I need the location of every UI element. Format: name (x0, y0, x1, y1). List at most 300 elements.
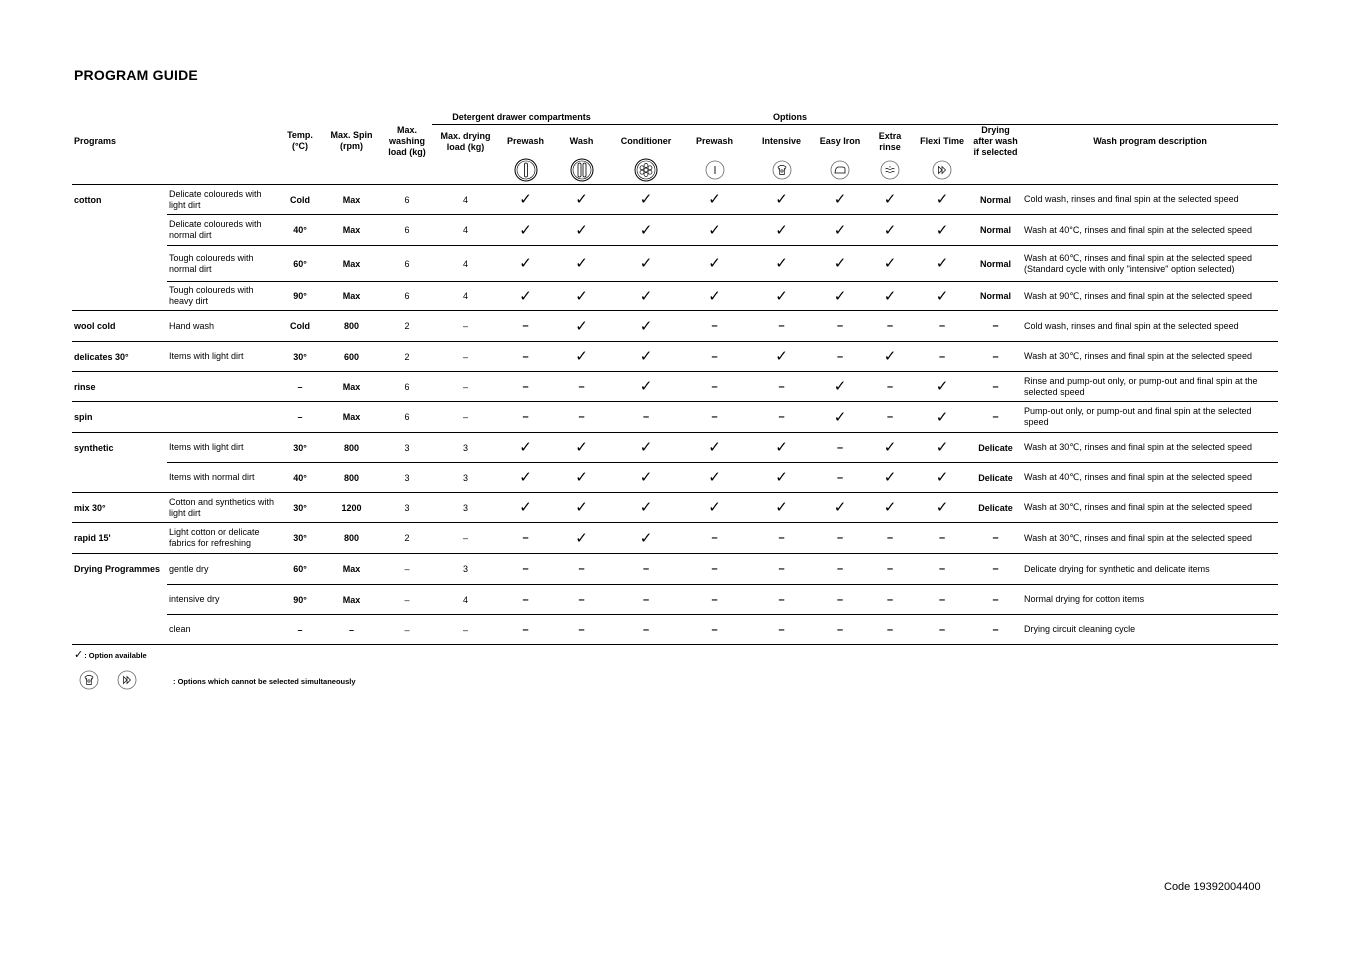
spin-header: Max. Spin (rpm) (330, 130, 373, 152)
intensive-cell (748, 311, 815, 342)
dash-mark: – (992, 623, 999, 636)
opt-prewash-cell (681, 372, 748, 402)
prewash-cell (499, 523, 552, 554)
dash-mark: – (778, 563, 785, 575)
temp-cell: Cold (279, 185, 321, 215)
prewash-cell (499, 185, 552, 215)
dash-mark: – (711, 411, 718, 423)
column-header-row (72, 125, 1278, 159)
table-row (72, 185, 1278, 215)
dash-mark: – (711, 623, 718, 636)
check-mark-icon: ✓ (639, 191, 653, 208)
dry-load-cell: – (432, 372, 499, 402)
table-row (72, 554, 1278, 585)
drying-after-cell (969, 282, 1022, 311)
dash-mark: – (578, 563, 585, 575)
easy-iron-cell (815, 311, 865, 342)
prewash-cell (499, 246, 552, 282)
spin-cell: Max (321, 246, 382, 282)
check-mark-icon: ✓ (935, 191, 949, 208)
wash-load-cell: – (382, 585, 432, 615)
dash-mark: – (886, 593, 894, 606)
extra-rinse-cell (865, 372, 915, 402)
conditioner-cell (611, 185, 681, 215)
conditioner-cell (611, 463, 681, 493)
program-subtype (167, 402, 279, 433)
prewash-option-icon (681, 158, 748, 185)
check-mark-icon: ✓ (883, 439, 897, 456)
wash-load-cell: 3 (382, 433, 432, 463)
conditioner-cell (611, 342, 681, 372)
wash-load-cell: – (382, 554, 432, 585)
dash-mark: – (992, 380, 999, 393)
table-row (72, 402, 1278, 433)
drying-after-cell (969, 402, 1022, 433)
dash-mark: – (992, 320, 999, 332)
drying-after-cell (969, 246, 1022, 282)
check-mark-icon: ✓ (833, 221, 847, 239)
program-description: Cold wash, rinses and final spin at the selected speed (1022, 185, 1278, 215)
dash-mark: – (836, 532, 844, 544)
flexi-time-cell (915, 372, 969, 402)
program-subtype: clean (167, 615, 279, 645)
drying-mode: Delicate (978, 502, 1013, 513)
dash-mark: – (778, 320, 785, 332)
program-description: Drying circuit cleaning cycle (1022, 615, 1278, 645)
spin-cell: Max (321, 282, 382, 311)
wash-cell (552, 523, 611, 554)
opt-prewash-header: Prewash (696, 136, 734, 146)
icon-row (72, 158, 1278, 185)
dash-mark: – (711, 350, 718, 363)
program-subtype: Tough coloureds with heavy dirt (167, 282, 279, 311)
temp-cell: – (279, 372, 321, 402)
opt-prewash-cell (681, 554, 748, 585)
table-row (72, 615, 1278, 645)
intensive-cell (748, 185, 815, 215)
drying-mode: Normal (980, 258, 1012, 269)
detergent-group-header: Detergent drawer compartments (432, 110, 611, 125)
check-mark-icon: ✓ (775, 439, 788, 456)
drying-after-cell (969, 433, 1022, 463)
spin-cell: Max (321, 402, 382, 433)
extra-rinse-cell (865, 585, 915, 615)
conditioner-cell (611, 282, 681, 311)
intensive-option-icon (748, 158, 815, 185)
easy-iron-cell (815, 185, 865, 215)
spin-cell: Max (321, 585, 382, 615)
flexi-time-cell (915, 311, 969, 342)
table-row (72, 433, 1278, 463)
easy-iron-cell (815, 463, 865, 493)
group-header-row (72, 110, 1278, 125)
wash-cell (552, 185, 611, 215)
table-row (72, 372, 1278, 402)
prewash-cell (499, 433, 552, 463)
program-subtype: Items with light dirt (167, 433, 279, 463)
wash-load-cell: 6 (382, 215, 432, 246)
wash-cell (552, 311, 611, 342)
easy-iron-cell (815, 615, 865, 645)
program-description: Wash at 40℃, rinses and final spin at the selected speed (1022, 463, 1278, 493)
dash-mark: – (522, 320, 529, 332)
check-mark-icon: ✓ (639, 317, 653, 335)
dash-mark: – (992, 532, 999, 544)
flexi-time-option-icon (117, 670, 137, 692)
intensive-cell (748, 342, 815, 372)
extra-rinse-cell (865, 554, 915, 585)
dash-mark: – (992, 563, 999, 575)
dash-mark: – (578, 411, 585, 423)
program-description: Wash at 90℃, rinses and final spin at the selected speed (1022, 282, 1278, 311)
dash-mark: – (886, 320, 894, 332)
program-subtype: Items with normal dirt (167, 463, 279, 493)
intensive-cell (748, 433, 815, 463)
dash-mark: – (642, 623, 650, 636)
programs-header: Programs (74, 135, 117, 146)
temp-cell: 30° (279, 342, 321, 372)
flexi-time-cell (915, 433, 969, 463)
page-title: PROGRAM GUIDE (74, 67, 198, 83)
drying-after-cell (969, 185, 1022, 215)
check-mark-icon: ✓ (775, 469, 788, 486)
program-subtype: Hand wash (167, 311, 279, 342)
wash-cell (552, 463, 611, 493)
wash-cell (552, 215, 611, 246)
dash-mark: – (642, 593, 650, 606)
program-name: delicates 30° (72, 342, 167, 372)
temp-cell: 90° (279, 282, 321, 311)
program-description: Wash at 30℃, rinses and final spin at the selected speed (1022, 523, 1278, 554)
flexi-time-cell (915, 493, 969, 523)
program-name: cotton (74, 194, 102, 205)
spin-cell: 1200 (321, 493, 382, 523)
table-row (72, 585, 1278, 615)
dash-mark: – (938, 320, 946, 332)
table-row (72, 246, 1278, 282)
prewash-cell (499, 342, 552, 372)
check-mark-icon: ✓ (833, 408, 847, 426)
conditioner-cell (611, 585, 681, 615)
dash-mark: – (642, 563, 650, 575)
program-name: Drying Programmes (74, 564, 161, 575)
drying-after-cell (969, 523, 1022, 554)
check-mark-icon: ✓ (883, 221, 897, 239)
check-mark-icon: ✓ (639, 499, 653, 516)
check-mark-icon: ✓ (708, 439, 721, 456)
spin-cell: 600 (321, 342, 382, 372)
wash-load-cell: 6 (382, 185, 432, 215)
dash-mark: – (522, 563, 529, 575)
check-mark-icon: ✓ (639, 439, 653, 456)
conditioner-cell (611, 523, 681, 554)
check-mark-icon: ✓ (935, 439, 949, 456)
check-mark-icon: ✓ (575, 499, 588, 516)
dash-mark: – (778, 623, 785, 636)
temp-cell: 60° (279, 246, 321, 282)
check-mark-icon: ✓ (575, 255, 588, 272)
check-mark-icon: ✓ (935, 221, 949, 239)
conditioner-cell (611, 215, 681, 246)
drying-after-cell (969, 215, 1022, 246)
dash-mark: – (886, 411, 894, 423)
program-subtype: Tough coloureds with normal dirt (167, 246, 279, 282)
dash-mark: – (938, 532, 946, 544)
legend-check-text: : Option available (84, 651, 147, 660)
dash-mark: – (522, 350, 529, 363)
dash-mark: – (522, 380, 529, 393)
prewash-cell (499, 554, 552, 585)
table-row (72, 342, 1278, 372)
easy-iron-header: Easy Iron (819, 136, 861, 146)
dash-mark: – (886, 380, 894, 393)
prewash-cell (499, 402, 552, 433)
table-row (72, 215, 1278, 246)
extra-rinse-cell (865, 433, 915, 463)
program-subtype: Delicate coloureds with light dirt (167, 185, 279, 215)
wash-cell (552, 372, 611, 402)
program-subtype (167, 372, 279, 402)
dash-mark: – (938, 623, 946, 636)
check-mark-icon: ✓ (639, 287, 653, 305)
temp-header: Temp. (°C) (287, 130, 313, 152)
check-mark-icon: ✓ (639, 378, 653, 395)
flexi-time-header: Flexi Time (920, 136, 964, 146)
easy-iron-cell (815, 523, 865, 554)
flexi-time-cell (915, 615, 969, 645)
program-subtype: Light cotton or delicate fabrics for refreshing (167, 523, 279, 554)
spin-cell: 800 (321, 311, 382, 342)
check-mark-icon: ✓ (883, 191, 897, 208)
check-mark-icon: ✓ (575, 191, 588, 208)
check-mark-icon: ✓ (775, 499, 788, 516)
intensive-cell (748, 246, 815, 282)
check-mark-icon: ✓ (833, 191, 847, 208)
dash-mark: – (778, 411, 785, 423)
dash-mark: – (992, 593, 999, 606)
wash-cell (552, 615, 611, 645)
drying-after-cell (969, 463, 1022, 493)
check-mark-icon: ✓ (639, 529, 653, 547)
check-mark-icon: ✓ (639, 469, 653, 486)
dry-load-cell: 4 (432, 282, 499, 311)
dash-mark: – (642, 411, 650, 423)
flexi-time-cell (915, 282, 969, 311)
check-mark-icon: ✓ (708, 469, 721, 486)
check-mark-icon: ✓ (639, 255, 653, 272)
check-mark-icon: ✓ (775, 348, 788, 365)
wash-compartment-icon (552, 158, 611, 185)
wash-load-cell: 2 (382, 311, 432, 342)
conditioner-cell (611, 372, 681, 402)
extra-rinse-header: Extra rinse (878, 130, 902, 152)
program-description: Wash at 30℃, rinses and final spin at the selected speed (1022, 433, 1278, 463)
conditioner-cell (611, 493, 681, 523)
spin-cell: Max (321, 372, 382, 402)
wash-cell (552, 493, 611, 523)
dash-mark: – (836, 441, 844, 454)
spin-cell: Max (321, 215, 382, 246)
drying-after-cell (969, 615, 1022, 645)
extra-rinse-cell (865, 185, 915, 215)
prewash-cell (499, 215, 552, 246)
intensive-cell (748, 372, 815, 402)
opt-prewash-cell (681, 615, 748, 645)
drying-mode: Delicate (978, 442, 1013, 453)
program-name: synthetic (74, 442, 114, 453)
wash-cell (552, 585, 611, 615)
spin-cell: Max (321, 554, 382, 585)
check-mark-icon: ✓ (935, 378, 949, 395)
spin-cell: 800 (321, 523, 382, 554)
conditioner-cell (611, 615, 681, 645)
check-mark-icon: ✓ (575, 221, 588, 239)
easy-iron-option-icon (815, 158, 865, 185)
temp-cell: 30° (279, 493, 321, 523)
drying-mode: Normal (980, 291, 1012, 301)
check-mark-icon: ✓ (575, 348, 588, 365)
extra-rinse-cell (865, 615, 915, 645)
wash-load-cell: – (382, 615, 432, 645)
wash-load-cell: 6 (382, 282, 432, 311)
conditioner-header: Conditioner (620, 136, 672, 146)
check-mark-icon: ✓ (935, 408, 949, 426)
dash-mark: – (711, 320, 718, 332)
intensive-option-icon (79, 670, 99, 692)
temp-cell: 60° (279, 554, 321, 585)
dash-mark: – (992, 411, 999, 423)
check-mark-icon: ✓ (833, 255, 847, 272)
extra-rinse-option-icon (865, 158, 915, 185)
prewash-cell (499, 585, 552, 615)
dry-load-cell: – (432, 615, 499, 645)
temp-cell: 30° (279, 433, 321, 463)
dry-load-cell: 4 (432, 246, 499, 282)
dry-load-cell: 4 (432, 215, 499, 246)
easy-iron-cell (815, 402, 865, 433)
opt-prewash-cell (681, 493, 748, 523)
dry-load-cell: 4 (432, 185, 499, 215)
drying-mode: Normal (980, 225, 1012, 235)
easy-iron-cell (815, 372, 865, 402)
temp-cell: 40° (279, 215, 321, 246)
check-mark-icon: ✓ (708, 191, 721, 208)
check-mark-icon: ✓ (708, 287, 721, 305)
check-mark-icon: ✓ (883, 469, 897, 486)
conditioner-cell (611, 433, 681, 463)
program-name (72, 585, 167, 615)
program-name (72, 215, 167, 246)
check-mark-icon: ✓ (775, 221, 788, 239)
check-mark-icon: ✓ (833, 499, 847, 516)
spin-cell: Max (321, 185, 382, 215)
check-mark-icon: ✓ (775, 287, 788, 305)
dry-load-cell: – (432, 402, 499, 433)
extra-rinse-cell (865, 311, 915, 342)
opt-prewash-cell (681, 433, 748, 463)
check-mark-icon: ✓ (519, 255, 532, 272)
dash-mark: – (938, 350, 946, 363)
spin-cell: 800 (321, 463, 382, 493)
check-mark-icon: ✓ (575, 287, 588, 305)
dry-load-cell: 3 (432, 463, 499, 493)
drying-after-cell (969, 311, 1022, 342)
dash-mark: – (578, 623, 585, 636)
drying-after-cell (969, 493, 1022, 523)
opt-prewash-cell (681, 215, 748, 246)
check-mark-icon: ✓ (519, 287, 532, 305)
drying-after-cell (969, 342, 1022, 372)
conditioner-cell (611, 311, 681, 342)
program-subtype: Delicate coloureds with normal dirt (167, 215, 279, 246)
extra-rinse-cell (865, 402, 915, 433)
dry-load-cell: – (432, 311, 499, 342)
intensive-cell (748, 585, 815, 615)
drying-after-cell (969, 585, 1022, 615)
dash-mark: – (522, 411, 529, 423)
wash-header: Wash (569, 136, 594, 146)
temp-cell: 40° (279, 463, 321, 493)
easy-iron-cell (815, 554, 865, 585)
check-mark-icon: ✓ (519, 439, 532, 456)
wash-cell (552, 246, 611, 282)
wash-load-cell: 2 (382, 523, 432, 554)
check-mark-icon: ✓ (708, 221, 721, 239)
flexi-time-cell (915, 185, 969, 215)
program-description: Wash at 40°C, rinses and final spin at the selected speed (1022, 215, 1278, 246)
spin-cell: – (321, 615, 382, 645)
prewash-header: Prewash (507, 136, 545, 146)
temp-cell: Cold (279, 311, 321, 342)
check-mark-icon: ✓ (575, 529, 588, 547)
wash-load-cell: 6 (382, 372, 432, 402)
table-row (72, 493, 1278, 523)
program-name: rinse (72, 372, 167, 402)
prewash-cell (499, 311, 552, 342)
program-name: mix 30° (72, 493, 167, 523)
extra-rinse-cell (865, 463, 915, 493)
program-guide-table (72, 110, 1278, 645)
opt-prewash-cell (681, 282, 748, 311)
legend-exclusive-text: : Options which cannot be selected simultaneously (173, 676, 356, 686)
program-subtype: intensive dry (167, 585, 279, 615)
flexi-time-cell (915, 585, 969, 615)
drying-after-cell (969, 554, 1022, 585)
extra-rinse-cell (865, 246, 915, 282)
program-subtype: Cotton and synthetics with light dirt (167, 493, 279, 523)
document-code: Code 19392004400 (1164, 881, 1261, 893)
dash-mark: – (522, 593, 529, 606)
drying-after-cell (969, 372, 1022, 402)
temp-cell: 30° (279, 523, 321, 554)
temp-cell: 90° (279, 585, 321, 615)
program-name: rapid 15' (72, 523, 167, 554)
dry-load-cell: 3 (432, 493, 499, 523)
dash-mark: – (886, 623, 894, 636)
check-mark-icon: ✓ (575, 317, 588, 335)
wash-load-header: Max. washing load (kg) (388, 124, 426, 157)
check-mark-icon: ✓ (74, 649, 84, 661)
flexi-time-cell (915, 342, 969, 372)
prewash-cell (499, 463, 552, 493)
dash-mark: – (578, 380, 585, 393)
dry-load-cell: 3 (432, 433, 499, 463)
program-description: Normal drying for cotton items (1022, 585, 1278, 615)
program-name (72, 615, 167, 645)
extra-rinse-cell (865, 282, 915, 311)
program-name (72, 463, 167, 493)
opt-prewash-cell (681, 342, 748, 372)
